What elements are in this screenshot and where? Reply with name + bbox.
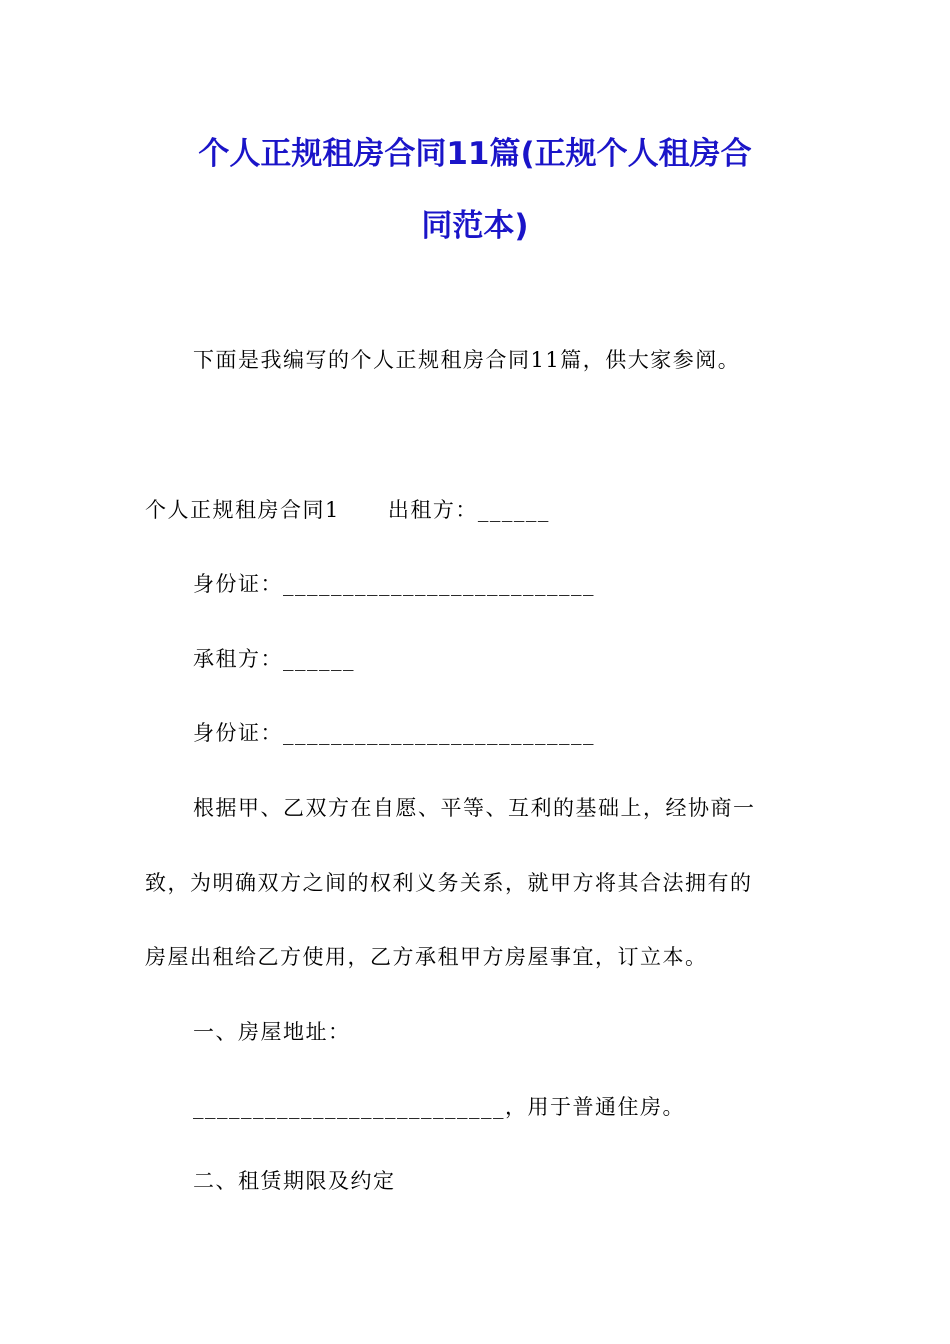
lessor-field: 出租方：______ — [387, 498, 550, 522]
intro-paragraph: 下面是我编写的个人正规租房合同11篇，供大家参阅。 — [193, 348, 741, 372]
contract-heading: 个人正规租房合同1 — [145, 498, 340, 522]
lessee-id-field: 身份证：__________________________ — [193, 721, 595, 745]
document-title-line1: 个人正规租房合同11篇(正规个人租房合 — [198, 136, 752, 172]
section-heading-address: 一、房屋地址： — [193, 1020, 351, 1044]
section-heading-lease-term: 二、租赁期限及约定 — [193, 1169, 396, 1193]
contract-heading-row — [145, 497, 550, 523]
paragraph-line: 房屋出租给乙方使用，乙方承租甲方房屋事宜，订立本。 — [145, 945, 708, 969]
paragraph-line: 致，为明确双方之间的权利义务关系，就甲方将其合法拥有的 — [145, 871, 753, 895]
paragraph-line: 根据甲、乙双方在自愿、平等、互利的基础上，经协商一 — [193, 796, 756, 820]
lessor-id-field: 身份证：__________________________ — [193, 572, 595, 596]
lessee-field: 承租方：______ — [193, 647, 355, 671]
document-title-line2: 同范本) — [421, 208, 529, 244]
address-field: __________________________，用于普通住房。 — [193, 1095, 685, 1119]
